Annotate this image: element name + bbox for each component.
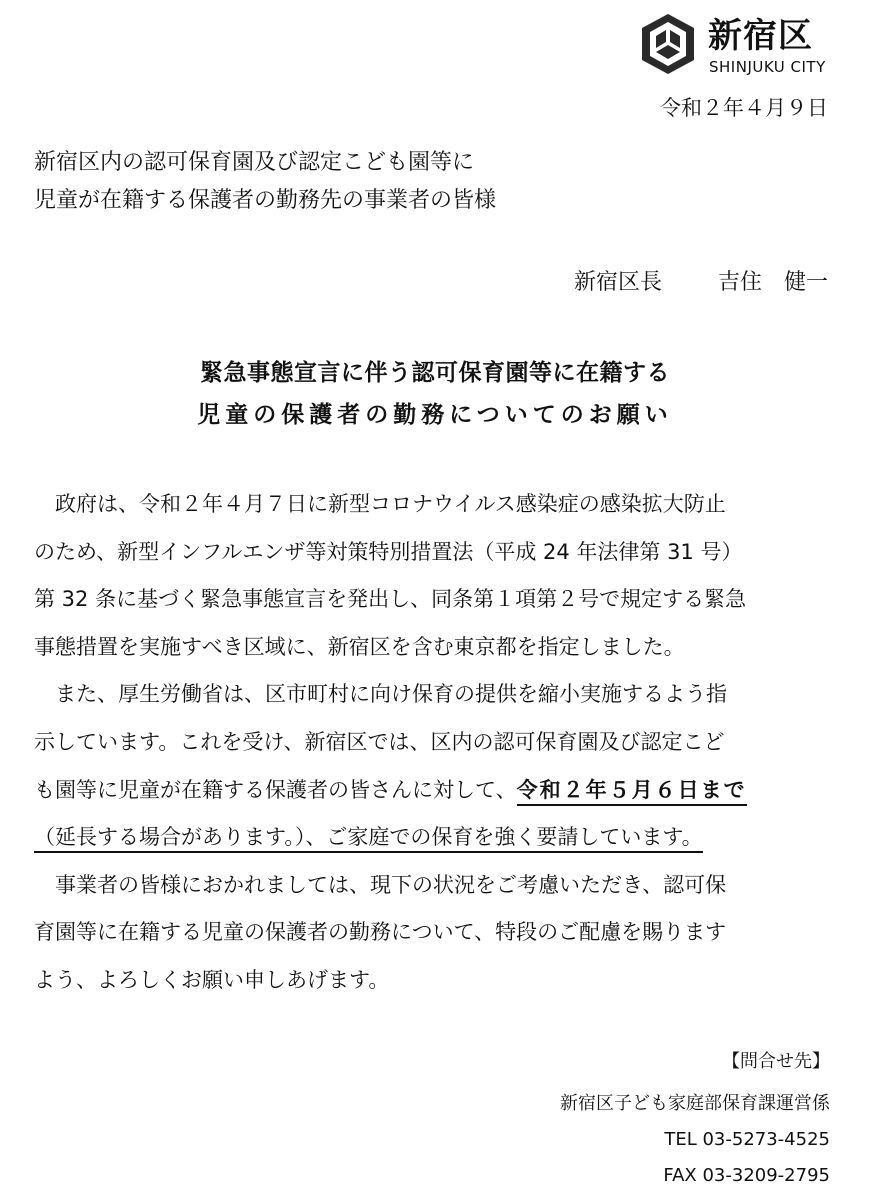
logo-name-ja: 新宿区 xyxy=(708,16,813,56)
body-line xyxy=(34,814,834,862)
sender xyxy=(574,268,828,298)
body-line-prefix: も園等に児童が在籍する保護者の皆さんに対して、 xyxy=(34,777,517,802)
document-date: 令和２年４月９日 xyxy=(660,96,828,120)
addressee-line: 児童が在籍する保護者の勤務先の事業者の皆様 xyxy=(34,188,497,213)
body-line xyxy=(34,767,834,815)
body-line: 示しています。これを受け、新宿区では、区内の認可保育園及び認定こど xyxy=(34,729,725,754)
addressee-line: 新宿区内の認可保育園及び認定こども園等に xyxy=(34,150,475,175)
sender-title: 新宿区長 xyxy=(573,270,662,295)
contact-label: 【問合せ先】 xyxy=(722,1051,830,1072)
body-line: よう、よろしくお願い申しあげます。 xyxy=(34,967,390,992)
body-line: 育園等に在籍する児童の保護者の勤務について、特段のご配慮を賜ります xyxy=(34,920,727,945)
title-line: 児童の保護者の勤務についてのお願い xyxy=(197,402,673,428)
contact-tel: TEL 03-5273-4525 xyxy=(664,1129,830,1150)
contact-department: 新宿区子ども家庭部保育課運営係 xyxy=(560,1093,830,1114)
body-line: また、厚生労働省は、区市町村に向け保育の提供を縮小実施するよう指 xyxy=(34,682,727,707)
contact-fax: FAX 03-3209-2795 xyxy=(663,1165,830,1186)
document-title xyxy=(0,352,870,436)
title-line: 緊急事態宣言に伴う認可保育園等に在籍する xyxy=(200,360,670,386)
body-text xyxy=(34,481,834,1005)
body-line: 第 32 条に基づく緊急事態宣言を発出し、同条第１項第２号で規定する緊急 xyxy=(34,587,747,612)
sender-name: 吉住 健一 xyxy=(717,270,828,295)
shinjuku-city-logo xyxy=(636,12,836,78)
body-line: のため、新型インフルエンザ等対策特別措置法（平成 24 年法律第 31 号） xyxy=(34,539,743,564)
logo-name-en: SHINJUKU CITY xyxy=(709,58,826,76)
request-underlined: （延長する場合があります。）、ご家庭での保育を強く要請しています。 xyxy=(34,825,703,853)
shinjuku-emblem-icon xyxy=(636,12,700,76)
addressee xyxy=(34,144,496,220)
body-line: 事態措置を実施すべき区域に、新宿区を含む東京都を指定しました。 xyxy=(34,634,685,659)
deadline-emphasis: 令和２年５月６日まで xyxy=(517,778,747,806)
contact-info xyxy=(560,1044,830,1194)
body-line: 政府は、令和２年４月７日に新型コロナウイルス感染症の感染拡大防止 xyxy=(34,492,726,516)
body-line: 事業者の皆様におかれましては、現下の状況をご考慮いただき、認可保 xyxy=(34,872,727,897)
